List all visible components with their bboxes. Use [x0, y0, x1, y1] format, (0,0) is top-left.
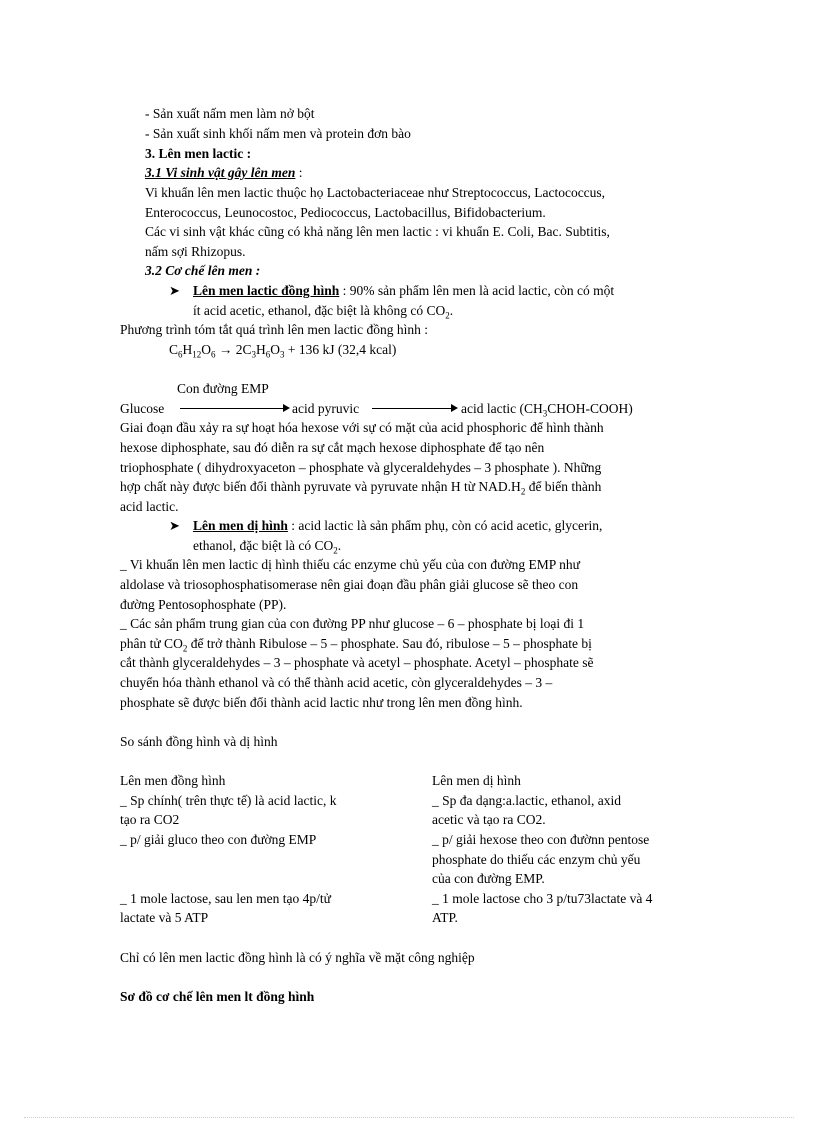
arrow-head-icon — [283, 404, 290, 412]
text-line: _ Các sản phẩm trung gian của con đường PP như glucose – 6 – phosphate bị loại đi 1 — [120, 616, 585, 631]
text-line: aldolase và triosophosphatisomerase nên giai đoạn đầu phân giải glucose sẽ theo con — [120, 577, 579, 592]
text-line: phân tử $CO_2$ để trở thành Ribulose – 5 – phosphate. Sau đó, ribulose – 5 – phosphate bị — [120, 636, 592, 654]
text-line: Giai đoạn đầu xảy ra sự hoạt hóa hexose với sự có mặt của acid phosphoric để hình thành — [120, 420, 604, 435]
arrow-head-icon — [451, 404, 458, 412]
bullet-text: Lên men dị hình : acid lactic là sản phẩm phụ, còn có acid acetic, glycerin, — [193, 518, 603, 533]
table-cell: _ 1 mole lactose, sau len men tạo 4p/tử — [120, 891, 331, 906]
text-line: Enterococcus, Leunocostoc, Pediococcus, Lactobacillus, Bifidobacterium. — [145, 205, 546, 220]
pathway-glucose: Glucose — [120, 401, 165, 416]
pathway-pyruvic: acid pyruvic — [292, 401, 360, 416]
subsection-title: 3.1 Vi sinh vật gây lên men — [145, 165, 296, 180]
table-cell: của con đường EMP. — [432, 871, 545, 886]
table-cell: _ Sp đa dạng:a.lactic, ethanol, axid — [432, 793, 621, 808]
table-cell: phosphate do thiếu các enzym chủ yếu — [432, 852, 641, 867]
text-line: hexose diphosphate, sau đó diễn ra sự cắt mạch hexose diphosphate để tạo nên — [120, 440, 545, 455]
text-line: đường Pentosophosphate (PP). — [120, 597, 287, 612]
text-line: Phương trình tóm tắt quá trình lên men lactic đồng hình : — [120, 322, 429, 337]
text-line: cắt thành glyceraldehydes – 3 – phosphate và acetyl – phosphate. Acetyl – phosphate sẽ — [120, 655, 594, 670]
bullet-title: Lên men lactic đồng hình — [193, 283, 340, 298]
text-line: Vi khuẩn lên men lactic thuộc họ Lactobacteriaceae như Streptococcus, Lactococcus, — [145, 185, 606, 200]
table-cell: _ p/ giải hexose theo con đườnn pentose — [432, 832, 650, 847]
text-line: phosphate sẽ được biến đổi thành acid lactic như trong lên men đồng hình. — [120, 695, 523, 710]
diagram-title: Sơ đồ cơ chế lên men lt đồng hình — [120, 989, 315, 1004]
comparison-title: So sánh đồng hình và dị hình — [120, 734, 278, 749]
table-cell: _ Sp chính( trên thực tế) là acid lactic, k — [120, 793, 337, 808]
table-cell: ATP. — [432, 910, 458, 925]
bullet-text: Lên men lactic đồng hình : 90% sản phẩm lên men là acid lactic, còn có một — [193, 283, 615, 298]
text-line: hợp chất này được biến đổi thành pyruvate và pyruvate nhận H từ $NAD.H_2$ để biến thành — [120, 479, 602, 497]
text-line: ethanol, đặc biệt là có $CO_2$. — [193, 538, 342, 556]
table-cell: tạo ra CO2 — [120, 812, 180, 827]
arrow-bullet-icon: ➤ — [169, 518, 180, 533]
table-cell: lactate và 5 ATP — [120, 910, 209, 925]
text-line: - Sản xuất nấm men làm nở bột — [145, 106, 315, 121]
text-line: nấm sợi Rhizopus. — [145, 244, 246, 259]
chemical-equation: $C_6H_{12}O_6 \to 2C_3H_6O_3 + 136$ kJ (32,4 kcal) — [169, 342, 397, 360]
page-bottom-divider — [24, 1117, 794, 1118]
text-line: - Sản xuất sinh khối nấm men và protein đơn bào — [145, 126, 411, 141]
table-cell: _ p/ giải gluco theo con đường EMP — [120, 832, 317, 847]
text-line: _ Vi khuẩn lên men lactic dị hình thiếu các enzyme chủ yếu của con đường EMP như — [120, 557, 580, 572]
table-header-heterolactic: Lên men dị hình — [432, 773, 521, 788]
bullet-title: Lên men dị hình — [193, 518, 288, 533]
table-header-homolactic: Lên men đồng hình — [120, 773, 226, 788]
arrow-bullet-icon: ➤ — [169, 283, 180, 298]
pathway-label: Con đường EMP — [177, 381, 269, 396]
pathway-arrow — [372, 408, 452, 409]
subsection-heading: 3.2 Cơ chế lên men : — [145, 263, 261, 278]
text-line: ít acid acetic, ethanol, đặc biệt là không có $CO_2$. — [193, 303, 454, 321]
text-line: triophosphate ( dihydroxyaceton – phosphate và glyceraldehydes – 3 phosphate ). Những — [120, 460, 602, 475]
conclusion-line: Chỉ có lên men lactic đồng hình là có ý nghĩa về mặt công nghiệp — [120, 950, 475, 965]
subsection-heading: 3.1 Vi sinh vật gây lên men : — [145, 165, 303, 180]
table-cell: acetic và tạo ra CO2. — [432, 812, 546, 827]
pathway-arrow — [180, 408, 284, 409]
text-line: chuyển hóa thành ethanol và có thể thành acid acetic, còn glyceraldehydes – 3 – — [120, 675, 553, 690]
pathway-lactic: acid lactic $(CH_3CHOH-COOH)$ — [461, 401, 633, 419]
text-line: Các vi sinh vật khác cũng có khả năng lên men lactic : vi khuẩn E. Coli, Bac. Subtitis, — [145, 224, 610, 239]
section-heading: 3. Lên men lactic : — [145, 146, 252, 161]
table-cell: _ 1 mole lactose cho 3 p/tu73lactate và 4 — [432, 891, 653, 906]
text-line: acid lactic. — [120, 499, 179, 514]
